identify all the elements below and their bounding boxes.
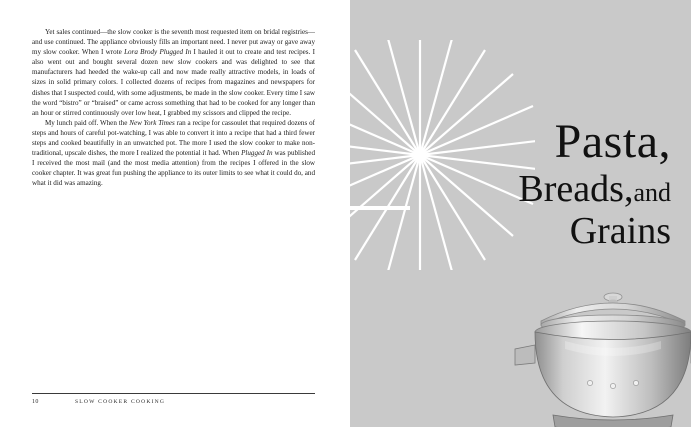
chapter-title-line-2-main: Breads, [518,168,634,210]
left-page [0,0,345,427]
paragraph-2: My lunch paid off. When the New York Times ran a recipe for cassoulet that required dozens of steps and hours of careful pot-watching, I was able to convert it into a recipe that had a third fewer steps and cooked beautifully in an unwatched pot. The more I used the slow cooker to make non-traditional, upscale dishes, the more I realized the potential it had. When Plugged In was published I received the most mail (and the most media attention) from the recipes I offered in the slow cooker chapter. It was great fun pushing the appliance to its outer limits to see what it could do, and what it did was amazing. [32,118,316,188]
chapter-title-line-2-small: and [633,178,671,207]
slow-cooker-illustration [495,275,691,427]
footer-divider [32,393,315,394]
chapter-title-line-2 [361,170,671,208]
chapter-title [361,115,671,252]
paragraph-1: Yet sales continued—the slow cooker is the seventh most requested item on bridal registries—and use continued. The appliance obviously fills an important need. I never put away or gave away my slow cooker. When I wrote Lora Brody Plugged In I hauled it out to create and test recipes. I also went out and bought several dozen new slow cookers and was delighted to see that manufacturers had heeded the wake-up call and now made really attractive models, in loads of sizes in solid primary colors. I collected dozens of recipes from magazines and newspapers for dishes that I suspected could, with some adjustments, be made in the slow cooker. Every time I saw the word “bistro” or “braised” or came across something that had to be cooked for any longer than an hour or stirred continuously over low heat, I grabbed my scissors and clipped the recipe. [32,28,315,117]
chapter-title-line-3: Grains [569,210,671,252]
running-head: SLOW COOKER COOKING [75,399,166,405]
chapter-title-line-1: Pasta, [554,115,671,168]
body-text-block [32,27,315,189]
right-page [345,0,691,427]
page-number: 10 [32,399,39,405]
left-margin-strip [345,0,350,427]
